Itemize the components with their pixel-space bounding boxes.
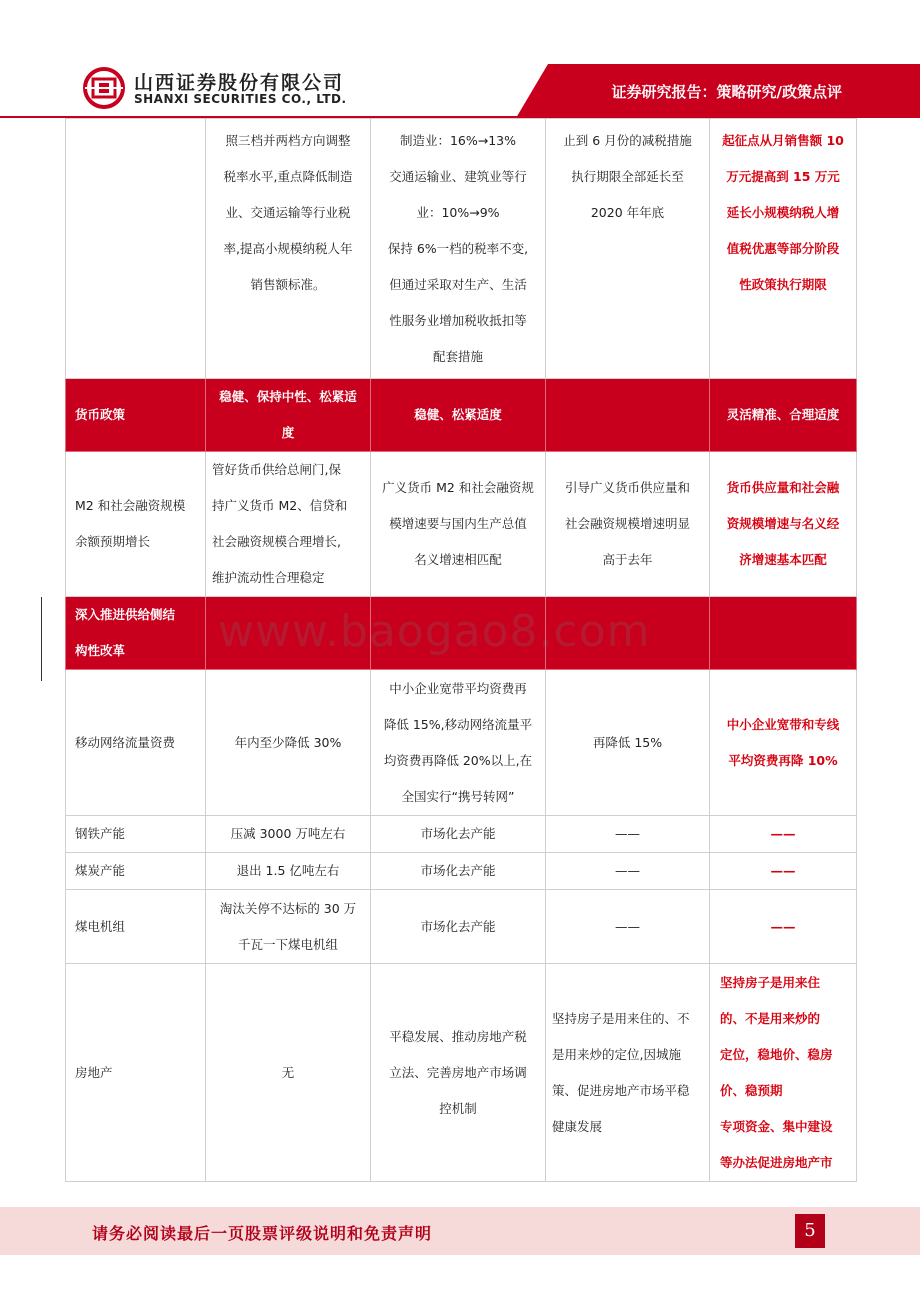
table-cell-highlight: —— [710,816,857,853]
table-cell: 引导广义货币供应量和 社会融资规模增速明显 高于去年 [546,452,710,597]
company-name-en: SHANXI SECURITIES CO., LTD. [134,92,347,106]
table-cell-highlight: 货币供应量和社会融 资规模增速与名义经 济增速基本匹配 [710,452,857,597]
table-cell [546,379,710,452]
table-cell-highlight: 中小企业宽带和专线 平均资费再降 10% [710,670,857,816]
table-cell: 制造业：16%→13% 交通运输业、建筑业等行 业：10%→9% 保持 6%一档的税率不变, 但通过采取对生产、生活 性服务业增加税收抵扣等 配套措施 [371,119,546,379]
table-cell: 再降低 15% [546,670,710,816]
page-footer [0,1207,920,1255]
section-row-monetary [66,379,857,452]
page-number: 5 [795,1214,825,1248]
table-cell: 止到 6 月份的减税措施 执行期限全部延长至 2020 年年底 [546,119,710,379]
table-cell: 广义货币 M2 和社会融资规 模增速要与国内生产总值 名义增速相匹配 [371,452,546,597]
row-label: M2 和社会融资规模 余额预期增长 [66,452,206,597]
table-cell: —— [546,890,710,964]
table-row [66,890,857,964]
section-title: 货币政策 [66,379,206,452]
table-cell: 坚持房子是用来住的、不 是用来炒的定位,因城施 策、促进房地产市场平稳 健康发展 [546,964,710,1182]
disclaimer-text: 请务必阅读最后一页股票评级说明和免责声明 [92,1224,433,1243]
table-row [66,119,857,379]
company-logo-icon [82,66,126,110]
table-cell: 稳健、松紧适度 [371,379,546,452]
watermark: www.baogao8.com [218,606,651,657]
section-title: 深入推进供给侧结 构性改革 [66,597,206,670]
table-cell: —— [546,853,710,890]
table-cell: 市场化去产能 [371,890,546,964]
table-cell [710,597,857,670]
table-row [66,853,857,890]
row-label: 钢铁产能 [66,816,206,853]
table-cell: 中小企业宽带平均资费再 降低 15%,移动网络流量平 均资费再降低 20%以上,在 全国实行“携号转网” [371,670,546,816]
table-cell: 平稳发展、推动房地产税 立法、完善房地产市场调 控机制 [371,964,546,1182]
table-row [66,964,857,1182]
table-cell: 无 [206,964,371,1182]
table-row [66,452,857,597]
table-cell: 市场化去产能 [371,853,546,890]
table-cell-highlight: —— [710,890,857,964]
row-label: 煤电机组 [66,890,206,964]
table-cell: 灵活精准、合理适度 [710,379,857,452]
table-cell: 市场化去产能 [371,816,546,853]
table-cell: 年内至少降低 30% [206,670,371,816]
company-name-cn: 山西证券股份有限公司 [134,72,345,94]
table-cell-highlight: —— [710,853,857,890]
report-type: 证券研究报告：策略研究/政策点评 [611,83,842,101]
table-row [66,816,857,853]
table-cell: —— [546,816,710,853]
table-row [66,670,857,816]
row-label [66,119,206,379]
table-cell-highlight: 坚持房子是用来住 的、不是用来炒的 定位，稳地价、稳房 价、稳预期 专项资金、集中建设 等办法促进房地产市 [710,964,857,1182]
table-cell: 照三档并两档方向调整 税率水平,重点降低制造 业、交通运输等行业税 率,提高小规模纳税人年 销售额标准。 [206,119,371,379]
margin-change-bar [41,597,42,681]
table-cell-highlight: 起征点从月销售额 10 万元提高到 15 万元 延长小规模纳税人增 值税优惠等部分阶段 性政策执行期限 [710,119,857,379]
table-cell: 退出 1.5 亿吨左右 [206,853,371,890]
row-label: 移动网络流量资费 [66,670,206,816]
table-cell: 压减 3000 万吨左右 [206,816,371,853]
row-label: 煤炭产能 [66,853,206,890]
page-header [0,0,920,118]
row-label: 房地产 [66,964,206,1182]
table-cell: 淘汰关停不达标的 30 万 千瓦一下煤电机组 [206,890,371,964]
table-cell: 管好货币供给总闸门,保 持广义货币 M2、信贷和 社会融资规模合理增长, 维护流动性合理稳定 [206,452,371,597]
table-cell: 稳健、保持中性、松紧适 度 [206,379,371,452]
